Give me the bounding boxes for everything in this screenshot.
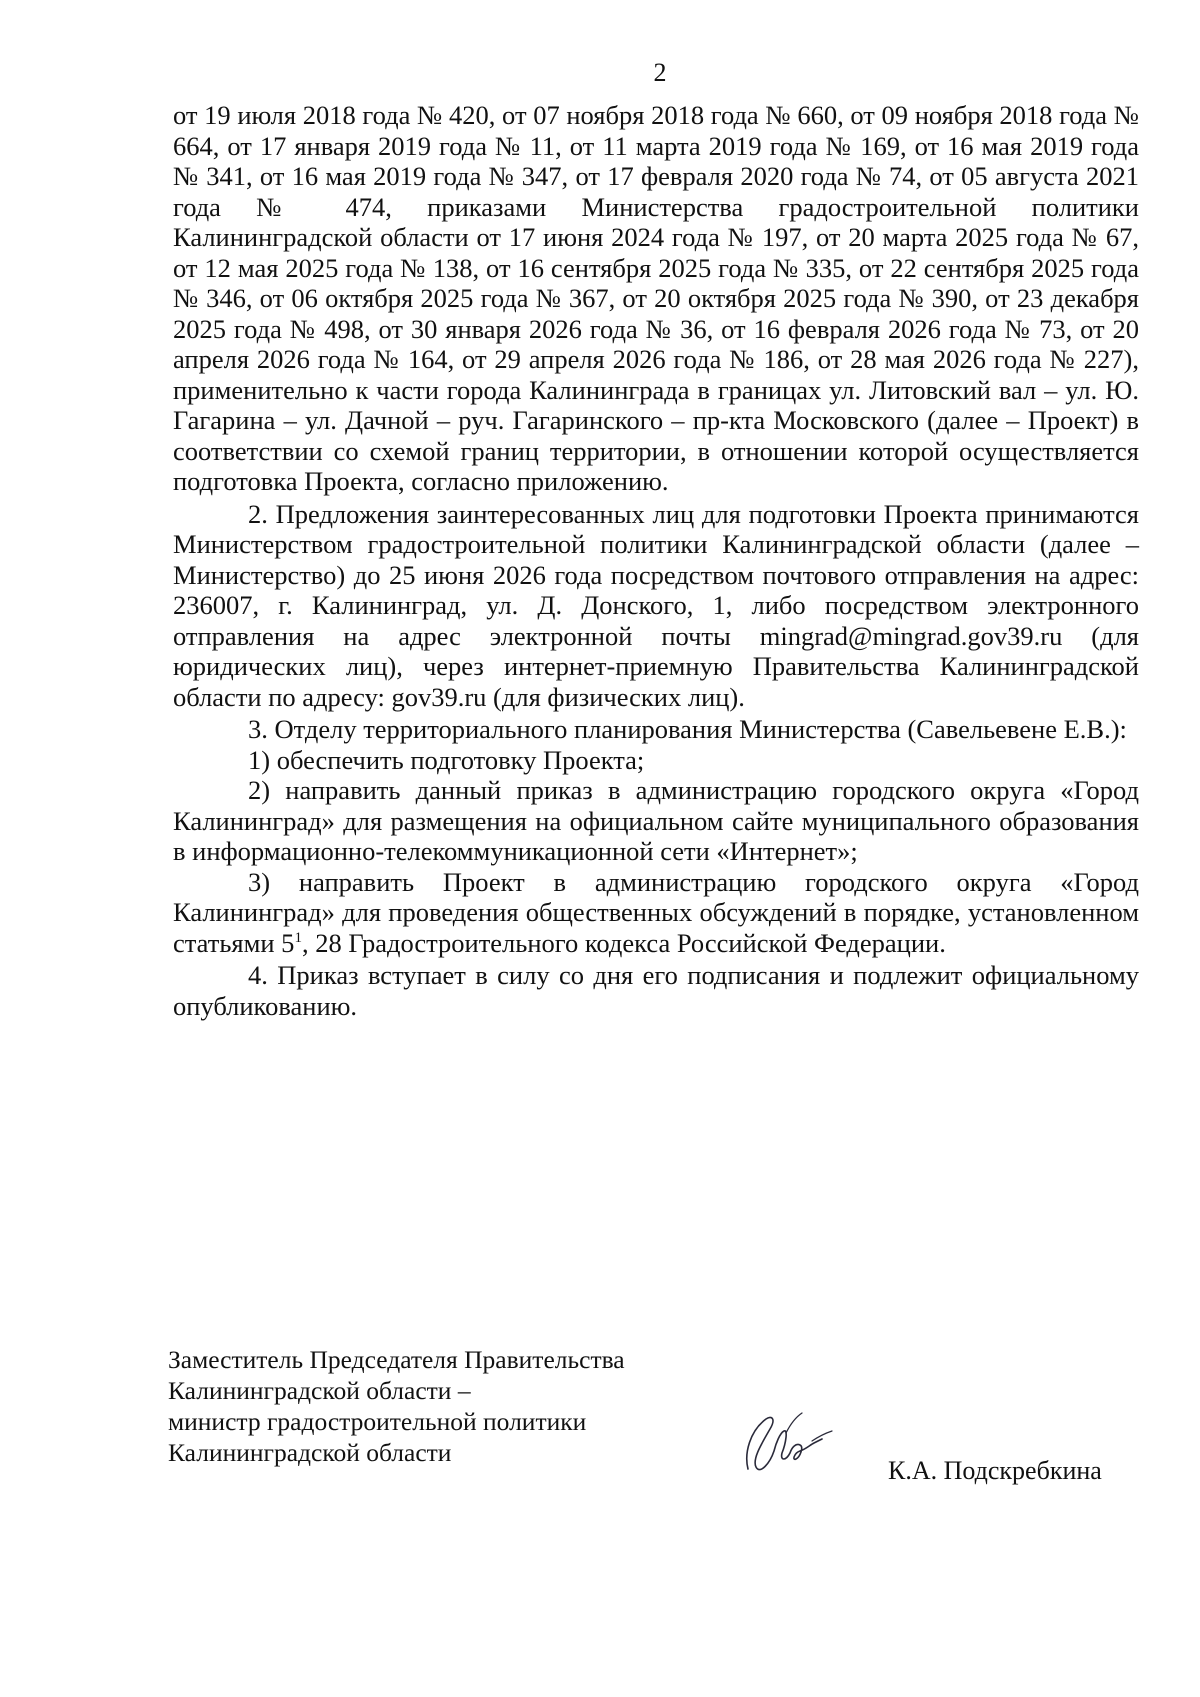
- page-number: 2: [653, 58, 667, 87]
- paragraph-item-3-3: [173, 867, 1139, 959]
- paragraph-item-2: 2. Предложения заинтересованных лиц для подготовки Проекта принимаются Министерством градостроительной политики Калининградской области (далее – Министерство) до 25 июня 2026 года посредством почтового отправления на адрес: 236007, г. Калининград, ул. Д. Донского, 1, либо посредством электронного отправления на адрес электронной почты mingrad@mingrad.gov39.ru (для юридических лиц), через интернет-приемную Правительства Калининградской области по адресу: gov39.ru (для физических лиц).: [173, 498, 1139, 712]
- paragraph-item-3-2: 2) направить данный приказ в администрацию городского округа «Город Калининград» для размещения на официальном сайте муниципального образования в информационно-телекоммуникационной сети «Интернет»;: [173, 775, 1139, 866]
- item-3-3-text-end: , 28 Градостроительного кодекса Российской Федерации.: [301, 927, 946, 958]
- paragraph-item-3-1: 1) обеспечить подготовку Проекта;: [248, 744, 645, 775]
- document-body: [173, 100, 1139, 1021]
- paragraph-continuation: от 19 июля 2018 года № 420, от 07 ноября 2018 года № 660, от 09 ноября 2018 года № 664, от 17 января 2019 года № 11, от 11 марта 2019 года № 169, от 16 мая 2019 года № 341, от 16 мая 2019 года № 347, от 17 февраля 2020 года № 74, от 05 августа 2021 года № 474, приказами Министерства градостроительной политики Калининградской области от 17 июня 2024 года № 197, от 20 марта 2025 года № 67, от 12 мая 2025 года № 138, от 16 сентября 2025 года № 335, от 22 сентября 2025 года № 346, от 06 октября 2025 года № 367, от 20 октября 2025 года № 390, от 23 декабря 2025 года № 498, от 30 января 2026 года № 36, от 16 февраля 2026 года № 73, от 20 апреля 2026 года № 164, от 29 апреля 2026 года № 186, от 28 мая 2026 года № 227), применительно к части города Калининграда в границах ул. Литовский вал – ул. Ю. Гагарина – ул. Дачной – руч. Гагаринского – пр-кта Московского (далее – Проект) в соответствии со схемой границ территории, в отношении которой осуществляется подготовка Проекта, согласно приложению.: [173, 100, 1139, 496]
- position-line: Калининградской области: [168, 1438, 452, 1467]
- position-line: Заместитель Председателя Правительства: [168, 1345, 625, 1374]
- signer-name: К.А. Подскребкина: [888, 1456, 1102, 1485]
- paragraph-item-3: 3. Отделу территориального планирования Министерства (Савельевене Е.В.):: [248, 714, 1127, 744]
- signatory-position: [168, 1344, 728, 1468]
- item-3-3-text: 3) направить Проект в администрацию городского округа «Город Калининград» для проведения общественных обсуждений в порядке, установленном статьями 5: [173, 866, 1139, 958]
- superscript-article-number: 1: [294, 929, 302, 946]
- paragraph-item-4: 4. Приказ вступает в силу со дня его подписания и подлежит официальному опубликованию.: [173, 960, 1139, 1021]
- position-line: Калининградской области –: [168, 1376, 471, 1405]
- handwritten-signature: [726, 1403, 846, 1483]
- position-line: министр градостроительной политики: [168, 1407, 587, 1436]
